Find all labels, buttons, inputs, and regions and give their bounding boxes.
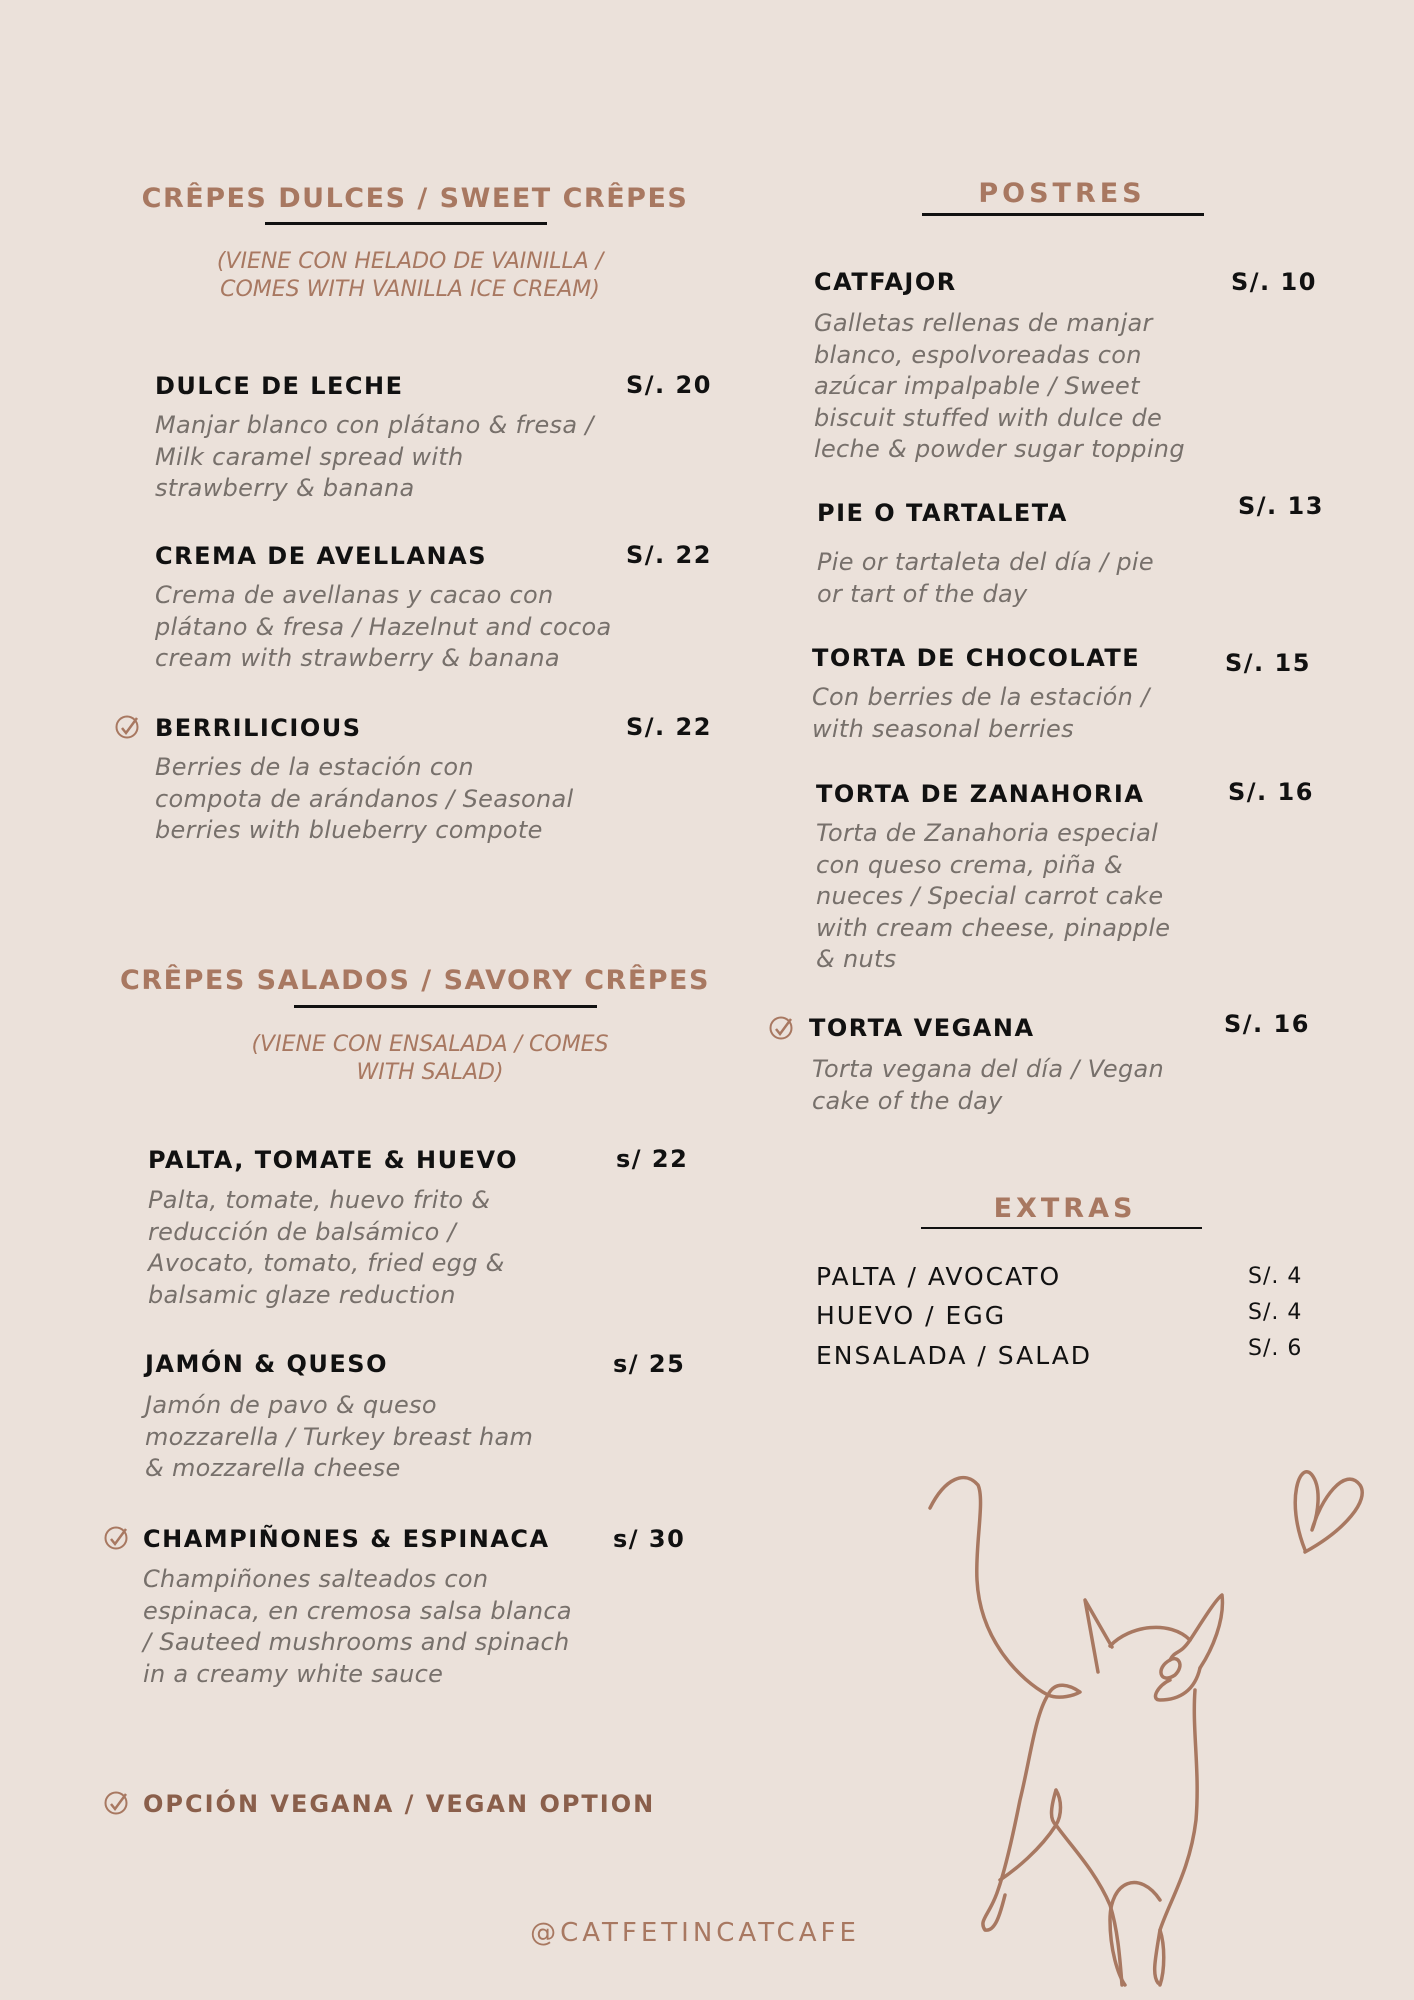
item-name: TORTA VEGANA (809, 1014, 1035, 1042)
extra-item-name: ENSALADA / SALAD (816, 1341, 1093, 1370)
item-price: s/ 22 (616, 1145, 689, 1173)
item-price: S/. 22 (626, 713, 712, 741)
item-price: S/. 16 (1224, 1010, 1310, 1038)
extra-item-price: S/. 6 (1248, 1336, 1303, 1361)
item-name: CHAMPIÑONES & ESPINACA (143, 1525, 550, 1553)
item-name: PIE O TARTALETA (817, 499, 1068, 527)
savory-note-line-2: WITH SALAD) (356, 1060, 504, 1085)
item-description: Palta, tomate, huevo frito & reducción de balsámico / Avocato, tomato, fried egg & balsamic glaze reduction (148, 1186, 505, 1309)
menu-item-jamon-queso (145, 1350, 388, 1378)
heart-icon (1295, 1472, 1362, 1552)
item-name: DULCE DE LECHE (155, 372, 404, 400)
savory-title-underline (294, 1005, 597, 1008)
item-description: Champiñones salteados con espinaca, en cremosa salsa blanca / Sauteed mushrooms and spinach in a creamy white sauce (143, 1565, 572, 1688)
item-description: Berries de la estación con compota de arándanos / Seasonal berries with blueberry compote (155, 753, 574, 844)
vegan-leaf-icon (768, 1015, 794, 1041)
savory-section-title: CRÊPES SALADOS / SAVORY CRÊPES (120, 965, 710, 996)
extra-item-name: HUEVO / EGG (816, 1301, 1007, 1330)
item-description: Galletas rellenas de manjar blanco, espolvoreadas con azúcar impalpable / Sweet biscuit stuffed with dulce de leche & powder sugar topping (814, 309, 1185, 463)
item-name: TORTA DE ZANAHORIA (816, 780, 1145, 808)
item-name: PALTA, TOMATE & HUEVO (148, 1146, 519, 1174)
vegan-leaf-icon (103, 1525, 129, 1551)
vegan-leaf-icon (114, 714, 140, 740)
vegan-leaf-icon (103, 1790, 129, 1816)
item-price: S/. 13 (1238, 492, 1324, 520)
extra-item-name: PALTA / AVOCATO (816, 1262, 1062, 1291)
item-price: S/. 10 (1231, 268, 1317, 296)
savory-note (170, 1031, 690, 1087)
extras-section-title: EXTRAS (993, 1193, 1137, 1224)
sweet-section-title: CRÊPES DULCES / SWEET CRÊPES (141, 183, 689, 214)
item-price: S/. 16 (1228, 778, 1314, 806)
item-price: S/. 15 (1225, 649, 1311, 677)
postres-title-underline (922, 213, 1204, 216)
menu-item-pie-o-tartaleta (817, 499, 1068, 527)
item-description: Pie or tartaleta del día / pie or tart of the day (817, 548, 1154, 608)
extra-item-price: S/. 4 (1248, 1300, 1303, 1325)
item-name: CATFAJOR (814, 268, 957, 296)
item-description: Con berries de la estación / with seasonal berries (812, 683, 1150, 743)
menu-item-torta-de-chocolate (812, 644, 1140, 672)
item-description: Jamón de pavo & queso mozzarella / Turkey breast ham & mozzarella cheese (145, 1391, 534, 1482)
menu-item-palta-tomate-huevo (148, 1146, 518, 1174)
extra-item-price: S/. 4 (1248, 1264, 1303, 1289)
sweet-note (150, 248, 670, 304)
item-name: CREMA DE AVELLANAS (155, 542, 487, 570)
menu-item-torta-de-zanahoria (816, 780, 1144, 808)
item-description: Torta vegana del día / Vegan cake of the day (812, 1055, 1165, 1115)
item-price: s/ 30 (613, 1525, 686, 1553)
sweet-title-underline (265, 222, 547, 225)
instagram-handle: @CATFETINCATCAFE (530, 1918, 860, 1948)
extras-title-underline (921, 1227, 1202, 1229)
savory-note-line-1: (VIENE CON ENSALADA / COMES (251, 1032, 609, 1057)
menu-item-crema-de-avellanas (155, 542, 487, 570)
item-description: Crema de avellanas y cacao con plátano & fresa / Hazelnut and cocoa cream with strawberry & banana (155, 581, 612, 672)
menu-item-catfajor (814, 268, 957, 296)
menu-item-champinones-espinaca (143, 1525, 550, 1553)
sweet-note-line-2: COMES WITH VANILLA ICE CREAM) (220, 277, 600, 302)
vegan-option-legend: OPCIÓN VEGANA / VEGAN OPTION (143, 1790, 656, 1818)
postres-section-title: POSTRES (978, 178, 1146, 209)
item-name: TORTA DE CHOCOLATE (812, 644, 1141, 672)
item-price: S/. 22 (626, 541, 712, 569)
item-description: Torta de Zanahoria especial con queso crema, piña & nueces / Special carrot cake with cream cheese, pinapple & nuts (816, 819, 1171, 973)
item-name: BERRILICIOUS (155, 714, 362, 742)
menu-item-dulce-de-leche (155, 372, 404, 400)
item-name: JAMÓN & QUESO (145, 1350, 388, 1378)
item-description: Manjar blanco con plátano & fresa / Milk caramel spread with strawberry & banana (155, 411, 594, 502)
menu-item-berrilicious (155, 714, 362, 742)
menu-item-torta-vegana (809, 1014, 1035, 1042)
sweet-note-line-1: (VIENE CON HELADO DE VAINILLA / (216, 249, 604, 274)
item-price: S/. 20 (626, 371, 712, 399)
item-price: s/ 25 (613, 1350, 686, 1378)
